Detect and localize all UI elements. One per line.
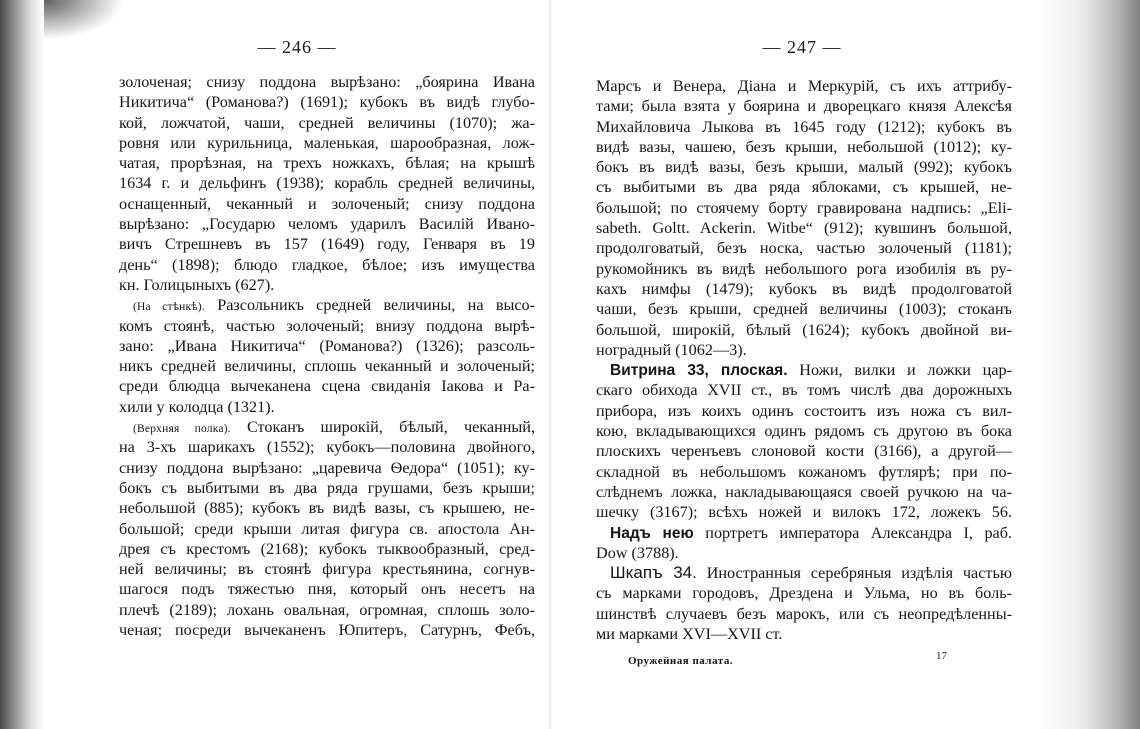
text-line: ноградный (1062—3). [596,340,747,359]
text-fragment: Иностранныя серебряныя издѣлія частью [706,564,1012,583]
text-line: вырѣзано: „Государю челомъ ударилъ Василій Ивано- [119,215,535,234]
text-line: видѣ вазы, чашею, безъ крыши, небольшой (1012); ку- [596,137,1012,156]
text-line: кою, вкладывающихся одинъ рядомъ съ другою въ бока [596,422,1012,441]
text-line: Никитича“ (Романова?) (1691); кубокъ въ видѣ глубо- [119,93,535,112]
text-line: кн. Голицыныхъ (627). [119,275,275,294]
text-line: слѣднемъ ложка, накладывающаяся своей ручкою на ча- [596,482,1012,501]
page-gutter [548,0,552,729]
text-line: бокъ въ видѣ вазы, безъ крыши, малый (992); кубокъ [596,158,1012,177]
footer-number: 17 [936,650,947,662]
text-line: небольшой (885); кубокъ въ видѣ вазы, съ крышею, не- [119,499,535,518]
section-label-wall: (На стѣнкѣ). [133,301,205,314]
text-line: шинствѣ случаевъ безъ марокъ, или съ неопредѣленны- [596,604,1012,623]
text-fragment: Стоканъ широкій, бѣлый, чеканный, [246,418,535,437]
text-line: снизу поддона вырѣзано: „царевича Ѳедора“ (1051); ку- [119,458,535,477]
text-line: шагося подъ тяжестью пня, который онъ несетъ на [119,580,535,599]
right-page [572,0,1012,729]
text-line: скаго обихода XVII ст., въ томъ числѣ два дорожныхъ [596,381,1012,400]
right-page-body [596,76,1012,644]
text-line: хили у колодца (1321). [119,397,275,416]
text-fragment: Разсольникъ средней величины, на высо- [217,296,535,315]
text-line: чатая, прорѣзная, на трехъ ножкахъ, бѣлая; на крышѣ [119,154,535,173]
text-line: 1634 г. и дельфинъ (1938); корабль средней величины, [119,174,535,193]
text-line: Dow (3788). [596,543,679,562]
footer-signature: Оружейная палата. [628,655,734,667]
text-line: бокъ съ выбитыми въ два ряда грушами, безъ крыши; [119,478,535,497]
right-page-number: — 247 — [762,37,842,57]
text-line: съ выбитыми въ два ряда яблоками, съ крышей, не- [596,178,1012,197]
text-line: никъ средней величины, сплошь чеканный и золоченый; [119,357,535,376]
left-page-body [119,72,535,640]
shkaf-heading: Шкапъ 34. [610,563,697,583]
section-label-shelf: (Верхняя полка). [133,423,231,436]
text-line: комъ стоянѣ, частью золоченый; внизу поддона вырѣ- [119,316,535,335]
text-line: плечѣ (2189); лохань овальная, огромная, сплошь золо- [119,600,535,619]
vitrina-heading: Витрина 33, плоская. [610,362,788,380]
text-line: на 3-хъ шарикахъ (1552); кубокъ—половина двойного, [119,438,535,457]
text-line: большой; по стоячему борту гравирована надпись: „Eli- [596,198,1012,217]
text-line: чаши, безъ крыши, средней величины (1003); стоканъ [596,300,1012,319]
text-line: Михайловича Лыкова въ 1645 году (1212); кубокъ въ [596,117,1012,136]
text-line: sabeth. Goltt. Ackerin. Witbe“ (912); кувшинъ большой, [596,219,1012,238]
text-line: кой, ложчатой, чаши, средней величины (1070); жа- [119,113,535,132]
scan-edge-right [1012,0,1140,729]
text-line: продолговатый, безъ носка, частью золоченый (1181); [596,239,1012,258]
above-first-line [596,523,1012,543]
text-line: съ марками городовъ, Дрездена и Ульма, но въ боль- [596,584,1012,603]
scan-edge-left [0,0,44,729]
text-line: большой, широкій, бѣлый (1624); кубокъ двойной ви- [596,320,1012,339]
text-line: ми марками XVI—XVII ст. [596,625,783,644]
above-heading: Надъ нею [610,524,694,542]
text-line: кахъ нимфы (1479); кубокъ въ видѣ продолговатой [596,279,1012,298]
text-line: оснащенный, чеканный и золоченый; снизу поддона [119,194,535,213]
text-line: большой; среди крыши литая фигура св. апостола Ан- [119,519,535,538]
text-line: ченая; посреди вычеканенъ Юпитеръ, Сатурнъ, Фебъ, [119,621,535,640]
text-line: плоскихъ черенъевъ слоновой кости (3166), а другой— [596,442,1012,461]
wall-section-first-line [119,295,535,315]
text-line: вичъ Стрешневъ въ 157 (1649) году, Генваря въ 19 [119,235,535,254]
text-fragment: Ножи, вилки и ложки цар- [799,361,1012,380]
vitrina-first-line [596,360,1012,380]
text-line: тами; была взята у боярина и дворецкаго князя Алексѣя [596,97,1012,116]
text-line: Марсъ и Венера, Діана и Меркурій, съ ихъ аттрибу- [596,77,1012,95]
left-page [95,0,535,729]
text-line: шечку (3167); всѣхъ ножей и вилокъ 172, ложекъ 56. [596,503,1012,522]
shkaf-first-line [596,563,1012,583]
left-page-number: — 246 — [257,37,337,57]
text-line: ней величины; въ стоянѣ фигура крестьянина, согнув- [119,560,535,579]
text-line: золоченая; снизу поддона вырѣзано: „боярина Ивана [119,73,535,91]
text-line: складной въ небольшомъ кожаномъ футлярѣ; при по- [596,462,1012,481]
text-fragment: портретъ императора Александра I, раб. [705,523,1012,542]
shelf-section-first-line [119,417,535,437]
text-line: рукомойникъ въ видѣ небольшого рога изобилія въ ру- [596,259,1012,278]
text-line: среди блюдца вычеканена сцена свиданія Іакова и Ра- [119,377,535,396]
text-line: день“ (1898); блюдо гладкое, бѣлое; изъ имущества [119,255,535,274]
text-line: зано: „Ивана Никитича“ (Романова?) (1326); разсоль- [119,336,535,355]
text-line: прибора, изъ коихъ одинъ состоитъ изъ ножа съ вил- [596,401,1012,420]
text-line: ровня или курильница, маленькая, шарообразная, лож- [119,133,535,152]
text-line: дрея съ крестомъ (2168); кубокъ тыквообразный, сред- [119,539,535,558]
